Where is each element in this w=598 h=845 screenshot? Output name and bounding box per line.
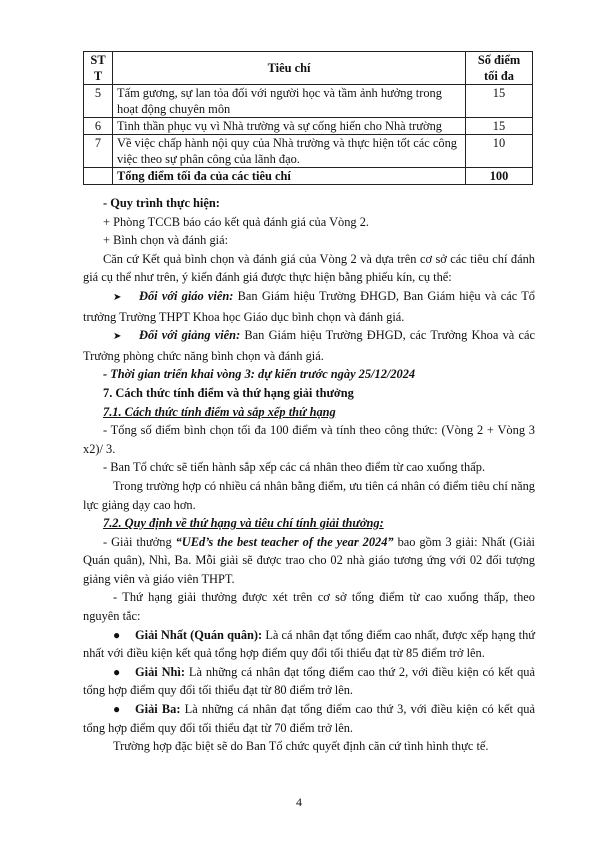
- dac-biet-paragraph: Trường hợp đặc biệt sẽ do Ban Tổ chức quyết định căn cứ tình hình thực tế.: [113, 739, 489, 754]
- table-row: [84, 135, 533, 168]
- section-7-1-p3: Trong trường hợp có nhiều cá nhân bằng điểm, ưu tiên cá nhân có điểm tiêu chí năng lực giảng dạy cao hơn.: [83, 478, 535, 512]
- section-7-2-p2: - Thứ hạng giải thưởng được xét trên cơ sở tổng điểm từ cao xuống thấp, theo nguyên tắc:: [83, 590, 535, 624]
- row-tieu-chi: Về việc chấp hành nội quy của Nhà trường và thực hiện tốt các công việc theo sự phân công của lãnh đạo.: [113, 135, 466, 168]
- quy-trinh-title: - Quy trình thực hiện:: [103, 196, 220, 210]
- document-body: [83, 194, 535, 756]
- total-empty-cell: [84, 168, 113, 185]
- row-tieu-chi: Tấm gương, sự lan tỏa đối với người học và tầm ảnh hưởng trong hoạt động chuyên môn: [113, 85, 466, 118]
- header-tieu-chi: Tiêu chí: [113, 52, 466, 85]
- giai-nhi-label: Giải Nhì:: [135, 664, 185, 679]
- section-7-title: 7. Cách thức tính điểm và thứ hạng giải thưởng: [103, 385, 354, 400]
- quy-trinh-step-2: + Bình chọn và đánh giá:: [103, 233, 229, 248]
- section-7-1-p2: - Ban Tổ chức sẽ tiến hành sắp xếp các cá nhân theo điểm từ cao xuống thấp.: [103, 460, 486, 475]
- can-cu-paragraph: Căn cứ Kết quả bình chọn và đánh giá của Vòng 2 và dựa trên cơ sở các tiêu chí đánh giá cụ thể như trên, ý kiến đánh giá được thực hiện bằng phiếu kín, cụ thể:: [83, 251, 535, 285]
- giai-nhi-text: Là những cá nhân đạt tổng điểm cao thứ 2, với điều kiện có kết quả tổng hợp điểm quy đổi tối thiểu đạt từ 80 điểm trở lên.: [83, 664, 535, 698]
- page-number: 4: [296, 795, 302, 809]
- giao-vien-label: Đối với giáo viên:: [139, 288, 234, 303]
- giai-ba-paragraph: [83, 700, 535, 737]
- row-diem: 10: [466, 135, 533, 168]
- bullet-icon: ●: [113, 627, 121, 642]
- header-stt: ST T: [84, 52, 113, 85]
- row-diem: 15: [466, 118, 533, 135]
- header-so-diem: Số điểm tối đa: [466, 52, 533, 85]
- giang-vien-paragraph: [83, 326, 535, 365]
- giai-nhat-label: Giải Nhất (Quán quân):: [135, 627, 263, 642]
- section-7-2-p1-a: - Giải thưởng: [103, 534, 176, 549]
- table-header-row: [84, 52, 533, 85]
- section-7-1-p1: - Tổng số điểm bình chọn tối đa 100 điểm và tính theo công thức: (Vòng 2 + Vòng 3 x2)/ 3.: [83, 423, 535, 456]
- giao-vien-text: Ban Giám hiệu Trường ĐHGD, Ban Giám hiệu và các Tổ trưởng Trường THPT Khoa học Giáo dục bình chọn và đánh giá.: [83, 288, 535, 324]
- thoi-gian-paragraph: - Thời gian triển khai vòng 3: dự kiến trước ngày 25/12/2024: [103, 367, 416, 382]
- criteria-table: [83, 51, 533, 185]
- total-value: 100: [466, 168, 533, 185]
- giao-vien-paragraph: [83, 287, 535, 326]
- giang-vien-label: Đối với giảng viên:: [139, 328, 241, 343]
- row-tieu-chi: Tinh thần phục vụ vì Nhà trường và sự cống hiến cho Nhà trường: [113, 118, 466, 135]
- section-7-1-title: 7.1. Cách thức tính điểm và sắp xếp thứ hạng: [103, 404, 336, 419]
- row-stt: 6: [84, 118, 113, 135]
- table-row: [84, 118, 533, 135]
- arrow-bullet-icon: ➤: [113, 331, 122, 343]
- section-7-2-title: 7.2. Quy định về thứ hạng và tiêu chí tính giải thưởng:: [103, 516, 384, 531]
- quy-trinh-step-1: + Phòng TCCB báo cáo kết quả đánh giá của Vòng 2.: [103, 214, 370, 229]
- giai-nhat-text: Là cá nhân đạt tổng điểm cao nhất, được xếp hạng thứ nhất với điều kiện kết quả tổng hợp điểm quy đổi tối thiểu đạt từ 85 điểm trở lên.: [83, 627, 535, 661]
- table-row: [84, 85, 533, 118]
- table-total-row: [84, 168, 533, 185]
- total-label: Tổng điểm tối đa của các tiêu chí: [113, 168, 466, 185]
- row-stt: 5: [84, 85, 113, 118]
- award-name: “UEd’s the best teacher of the year 2024”: [175, 534, 394, 549]
- giai-nhi-paragraph: [83, 663, 535, 700]
- giai-nhat-paragraph: [83, 626, 535, 663]
- row-stt: 7: [84, 135, 113, 168]
- section-7-2-p1: [83, 533, 535, 589]
- giai-ba-text: Là những cá nhân đạt tổng điểm cao thứ 3, với điều kiện có kết quả tổng hợp điểm quy đổi tối thiểu đạt từ 70 điểm trở lên.: [83, 702, 535, 735]
- giang-vien-text: Ban Giám hiệu Trường ĐHGD, các Trưởng Khoa và các Trưởng phòng chức năng bình chọn và đánh giá.: [83, 328, 535, 363]
- arrow-bullet-icon: ➤: [113, 291, 122, 303]
- section-7-2-p1-c: bao gồm 3 giải: Nhất (Giải Quán quân), Nhì, Ba. Mỗi giải sẽ được trao cho 02 nhà giáo tương ứng với 02 đối tượng giảng viên và giáo viên THPT.: [83, 534, 535, 586]
- row-diem: 15: [466, 85, 533, 118]
- bullet-icon: ●: [113, 702, 121, 717]
- giai-ba-label: Giải Ba:: [135, 702, 181, 717]
- bullet-icon: ●: [113, 664, 121, 679]
